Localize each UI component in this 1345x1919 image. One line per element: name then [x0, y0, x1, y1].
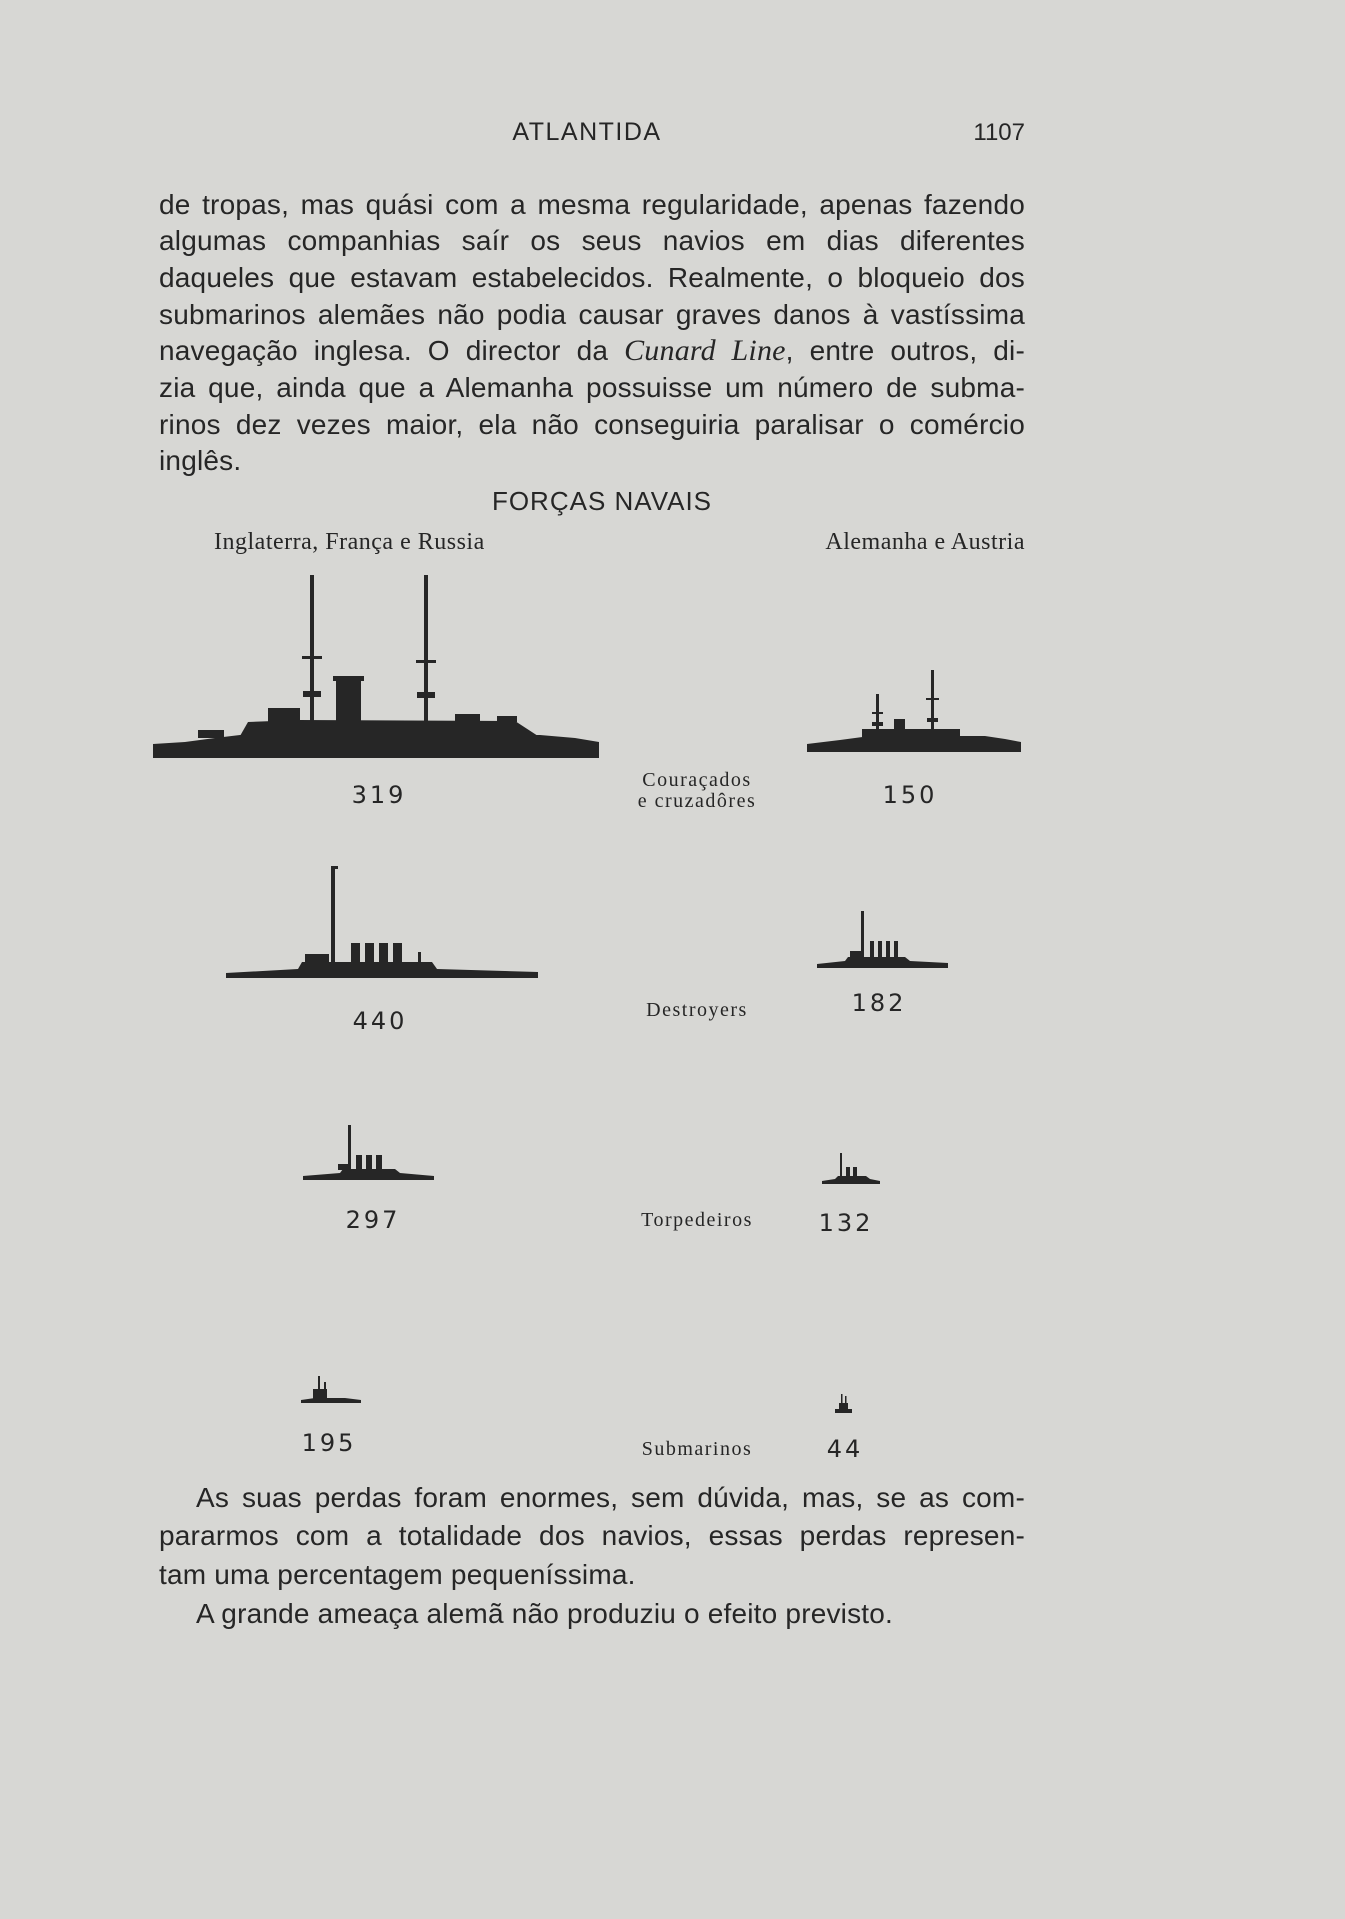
aft-turret: [455, 714, 480, 722]
right-battleship-icon: [807, 670, 1021, 752]
bow-turret: [198, 730, 224, 738]
bridge: [305, 954, 329, 962]
right-destroyer-icon: [817, 911, 948, 968]
bridge: [850, 951, 861, 957]
hull: [301, 1398, 361, 1403]
left-value: 195: [301, 1429, 357, 1457]
hull: [817, 957, 948, 968]
periscope: [841, 1394, 843, 1404]
funnel: [356, 1155, 362, 1170]
right-torpedo-boat-icon: [822, 1153, 880, 1184]
funnel: [886, 941, 890, 958]
hull: [303, 1169, 434, 1180]
naval-forces-title: FORÇAS NAVAIS: [491, 486, 713, 516]
main-mast: [424, 575, 428, 722]
hull: [226, 962, 538, 978]
funnel: [366, 1155, 372, 1170]
mast: [861, 911, 864, 958]
funnel: [878, 941, 882, 958]
left-group-heading: Inglaterra, França e Russia: [214, 529, 485, 555]
paragraph-line: inglês.: [159, 445, 242, 477]
bridge: [338, 1164, 348, 1170]
periscope: [318, 1376, 320, 1390]
fore-mast-platform: [303, 691, 321, 697]
funnel: [853, 1167, 857, 1177]
page-number: 1107: [973, 119, 1025, 146]
right-value: 150: [882, 781, 938, 809]
left-value: 319: [351, 781, 407, 809]
paragraph-line: algumas companhias saír os seus navios em dias diferentes: [159, 225, 1025, 257]
left-submarine-icon: [301, 1376, 361, 1403]
category-label-line: e cruzadôres: [637, 789, 757, 812]
fore-mast-yard: [302, 656, 322, 659]
fore-mast-platform: [872, 722, 883, 726]
funnel-cap: [333, 676, 364, 681]
final-sentence: A grande ameaça alemã não produziu o efeito previsto.: [196, 1597, 894, 1629]
left-value: 440: [352, 1007, 408, 1035]
fore-mast-yard: [872, 712, 883, 714]
hull: [807, 736, 1021, 752]
funnel: [376, 1155, 382, 1170]
funnel: [894, 719, 905, 730]
conning-tower: [839, 1403, 848, 1410]
conning-tower: [313, 1389, 327, 1399]
category-label: Submarinos: [641, 1437, 753, 1460]
paragraph-line: pararmos com a totalidade dos navios, essas perdas represen-: [159, 1520, 1025, 1552]
fore-mast: [310, 575, 314, 722]
category-label: [597, 770, 797, 812]
category-label-line: Couraçados: [642, 768, 752, 791]
right-value: 44: [826, 1435, 864, 1463]
main-mast-yard: [416, 660, 436, 663]
bridge: [268, 708, 300, 722]
mast: [331, 866, 335, 963]
right-value: 132: [818, 1209, 874, 1237]
funnel: [365, 943, 374, 963]
main-mast: [931, 670, 934, 737]
category-label: Torpedeiros: [641, 1208, 753, 1231]
opening-paragraph: [159, 187, 1025, 481]
category-label: Destroyers: [646, 998, 748, 1021]
mast: [348, 1125, 351, 1170]
right-group-heading: Alemanha e Austria: [825, 529, 1025, 555]
right-value: 182: [851, 989, 907, 1017]
periscope: [845, 1396, 847, 1404]
closing-paragraph: [159, 1479, 1025, 1634]
funnel: [336, 679, 361, 722]
mast: [840, 1153, 842, 1177]
fore-mast: [876, 694, 879, 737]
paragraph-line: rinos dez vezes maior, ela não conseguiria paralisar o comércio: [159, 408, 1025, 440]
funnel: [379, 943, 388, 963]
funnel: [870, 941, 874, 958]
paragraph-line: tam uma percentagem pequeníssima.: [159, 1558, 636, 1590]
stern-turret: [497, 716, 517, 722]
line-text: , entre outros, di-: [785, 335, 1025, 367]
left-destroyer-icon: [226, 866, 538, 978]
funnel: [351, 943, 360, 963]
paragraph-line: zia que, ainda que a Alemanha possuisse um número de subma-: [159, 371, 1025, 403]
funnel: [846, 1167, 850, 1177]
paragraph-line: de tropas, mas quási com a mesma regularidade, apenas fazendo: [159, 188, 1025, 220]
main-mast-platform: [417, 692, 435, 698]
right-submarine-icon: [835, 1394, 852, 1413]
paragraph-line: [159, 333, 1025, 370]
hull: [822, 1176, 880, 1184]
paragraph-line: submarinos alemães não podia causar graves danos à vastíssima: [159, 298, 1025, 330]
left-torpedo-boat-icon: [303, 1125, 434, 1180]
left-value: 297: [345, 1206, 401, 1234]
mast-top: [331, 866, 338, 869]
periscope: [324, 1382, 326, 1390]
company-name-italic: Cunard Line: [624, 334, 786, 368]
paragraph-line: daqueles que estavam estabelecidos. Realmente, o bloqueio dos: [159, 261, 1025, 293]
funnel: [393, 943, 402, 963]
paragraph-line: As suas perdas foram enormes, sem dúvida, mas, se as com-: [196, 1481, 1025, 1513]
funnel: [894, 941, 898, 958]
main-mast-platform: [927, 718, 938, 722]
running-head-title: ATLANTIDA: [512, 118, 662, 146]
line-text: navegação inglesa. O director da: [159, 335, 625, 367]
aft-post: [418, 952, 421, 962]
hull: [153, 735, 599, 758]
left-battleship-icon: [153, 575, 599, 758]
main-mast-yard: [926, 698, 939, 700]
superstructure: [240, 720, 538, 736]
